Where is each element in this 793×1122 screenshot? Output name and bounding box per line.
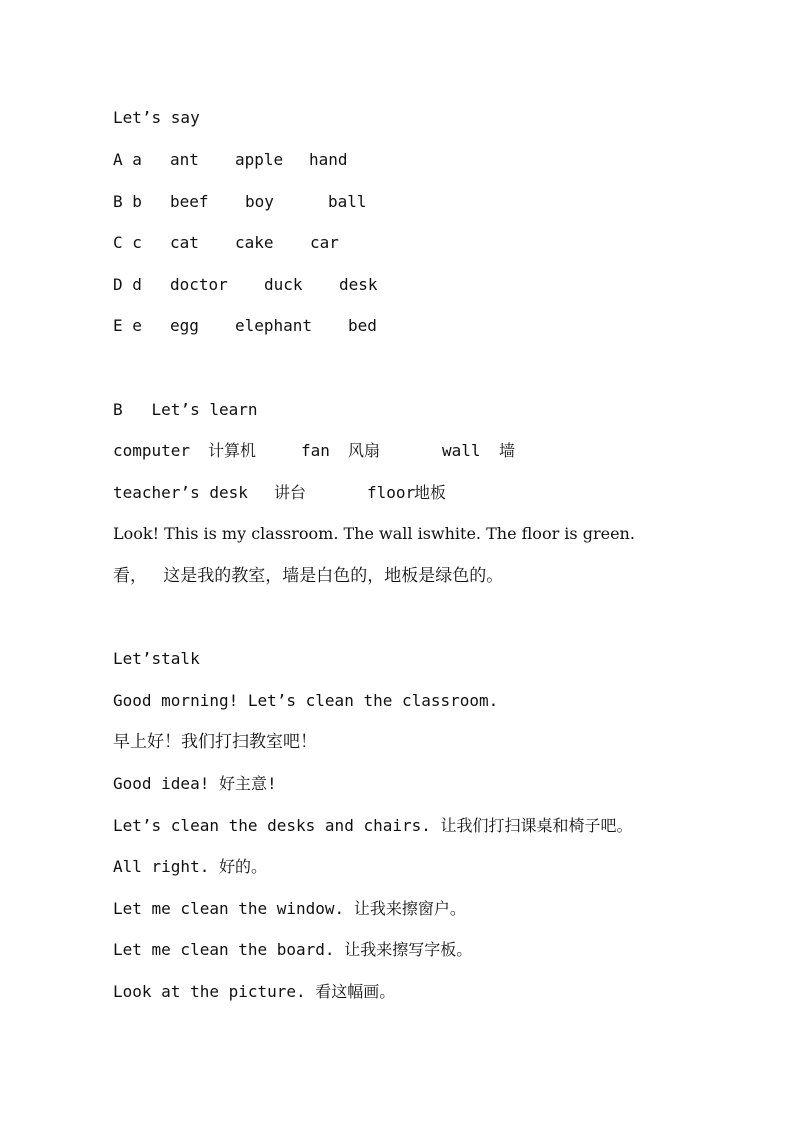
section-heading-lets-say: Let’s say <box>113 108 200 127</box>
dialogue-line: Let me clean the board. 让我来擦写字板。 <box>113 940 473 959</box>
vocab-row <box>113 439 713 463</box>
letter-row <box>113 148 713 172</box>
word: egg <box>170 316 199 335</box>
word: doctor <box>170 275 228 294</box>
section-heading-lets-learn: B Let’s learn <box>113 400 258 419</box>
dialogue-line: Let me clean the window. 让我来擦窗户。 <box>113 899 466 918</box>
vocab-zh: 地板 <box>414 483 447 502</box>
word: apple <box>235 150 284 169</box>
dialogue-line: Look at the picture. 看这幅画。 <box>113 982 396 1001</box>
dialogue-line: 早上好！我们打扫教室吧！ <box>113 732 317 752</box>
word: duck <box>264 275 303 294</box>
vocab-zh: 风扇 <box>348 441 381 460</box>
vocab-en: wall <box>442 441 481 460</box>
dialogue-line: All right. 好的。 <box>113 857 267 876</box>
vocab-en: fan <box>301 441 330 460</box>
letter-row <box>113 231 713 255</box>
word: cat <box>170 233 199 252</box>
letter-pair: A a <box>113 150 142 169</box>
letter-row <box>113 273 713 297</box>
word: car <box>310 233 339 252</box>
vocab-zh: 讲台 <box>274 483 307 502</box>
vocab-zh: 计算机 <box>208 441 257 460</box>
word: cake <box>235 233 274 252</box>
vocab-zh: 墙 <box>499 441 516 460</box>
section-heading-lets-talk: Let’stalk <box>113 649 200 668</box>
word: ball <box>328 192 367 211</box>
letter-pair: D d <box>113 275 142 294</box>
letter-pair: B b <box>113 192 142 211</box>
letter-pair: E e <box>113 316 142 335</box>
word: elephant <box>235 316 313 335</box>
word: boy <box>245 192 274 211</box>
vocab-en: teacher’s desk <box>113 483 248 502</box>
vocab-en: computer <box>113 441 191 460</box>
dialogue-line: Let’s clean the desks and chairs. 让我们打扫课桌和椅子吧。 <box>113 816 633 835</box>
letter-row <box>113 190 713 214</box>
word: hand <box>309 150 348 169</box>
word: desk <box>339 275 378 294</box>
vocab-row <box>113 481 713 505</box>
word: ant <box>170 150 199 169</box>
dialogue-line: Good idea! 好主意! <box>113 774 277 793</box>
sentence-zh: 看， 这是我的教室，墙是白色的，地板是绿色的。 <box>113 566 504 586</box>
word: beef <box>170 192 209 211</box>
vocab-en: floor <box>367 483 416 502</box>
letter-pair: C c <box>113 233 142 252</box>
dialogue-line: Good morning! Let’s clean the classroom. <box>113 691 499 710</box>
sentence-en: Look! This is my classroom. The wall iswhite. The floor is green. <box>113 524 635 543</box>
word: bed <box>348 316 377 335</box>
letter-row <box>113 314 713 338</box>
